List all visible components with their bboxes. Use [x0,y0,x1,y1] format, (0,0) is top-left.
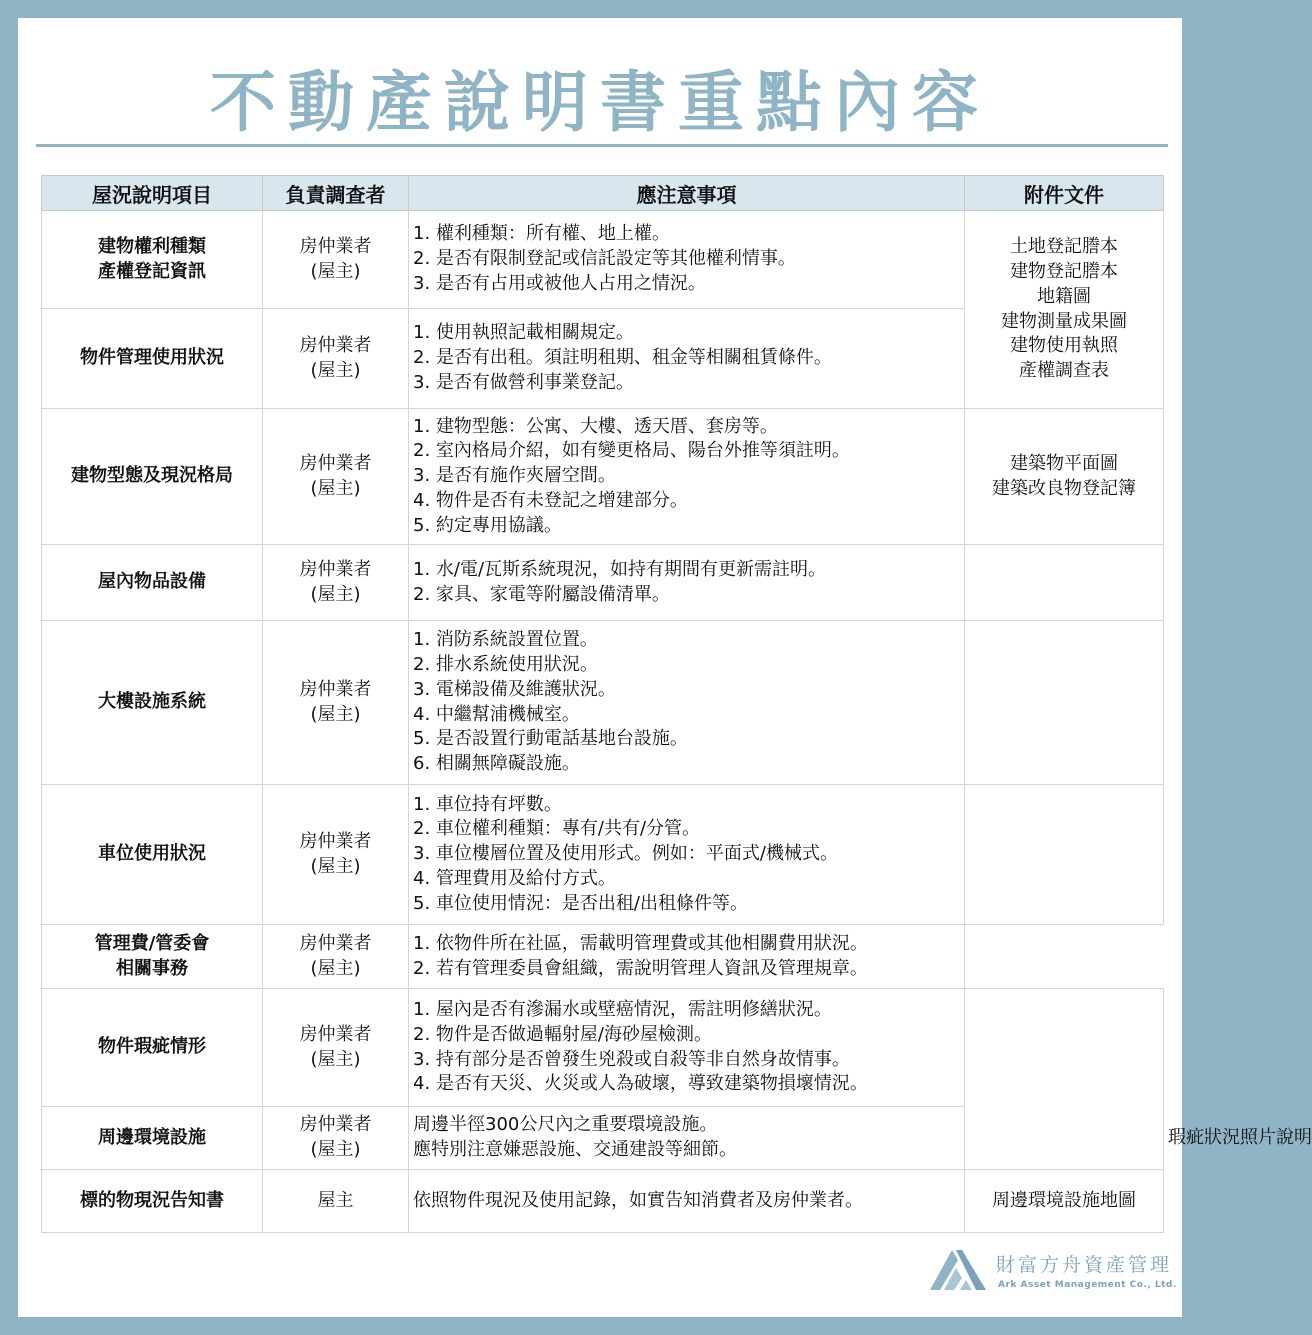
cell-line: 建築改良物登記簿 [992,477,1136,499]
company-logo [926,1244,1186,1304]
table-row [42,925,1164,989]
title-divider [36,144,1168,147]
table-row [42,211,1164,309]
header-notes: 應注意事項 [409,176,965,211]
cell-line: 3. 電梯設備及維護狀況。 [413,678,616,700]
cell-line: 房仲業者 [299,452,372,474]
cell-line: 房仲業者 [299,830,372,852]
cell-line: 應特別注意嫌惡設施、交通建設等細節。 [413,1139,737,1160]
attachments-cell [965,1170,1164,1233]
item-cell [42,1170,263,1233]
cell-line: 相關事務 [116,957,188,979]
cell-line: 周邊環境設施地圖 [992,1189,1136,1211]
notes-cell [409,545,965,621]
cell-line: 5. 約定專用協議。 [413,514,562,536]
item-cell [42,989,263,1107]
cell-line: 1. 車位持有坪數。 [413,793,562,815]
cell-line: (屋主) [310,1139,361,1160]
attachments-cell [965,785,1164,925]
cell-line: 2. 若有管理委員會組織，需說明管理人資訊及管理規章。 [413,957,868,979]
cell-line: 標的物現況告知書 [80,1189,224,1211]
notes-cell [409,409,965,545]
cell-line: 房仲業者 [299,558,372,580]
cell-line: 3. 持有部分是否曾發生兇殺或自殺等非自然身故情事。 [413,1048,850,1070]
cell-line: 1. 依物件所在社區，需載明管理費或其他相關費用狀況。 [413,932,868,954]
cell-line: 2. 物件是否做過輻射屋/海砂屋檢測。 [413,1023,712,1045]
cell-line: 管理費/管委會 [94,932,210,954]
logo-english-name: Ark Asset Management Co., Ltd. [998,1280,1177,1290]
item-cell [42,1107,263,1170]
notes-cell [409,925,965,989]
cell-line: 2. 是否有出租。須註明租期、租金等相關租賃條件。 [413,347,832,369]
cell-line: 物件瑕疵情形 [98,1036,206,1058]
cell-line: 2. 室內格局介紹，如有變更格局、陽台外推等須註明。 [413,440,850,462]
cell-line: (屋主) [310,1048,361,1070]
ark-logo-icon [926,1244,990,1292]
cell-line: (屋主) [310,477,361,499]
cell-line: 1. 使用執照記載相關規定。 [413,322,634,344]
item-cell [42,785,263,925]
notes-cell [409,785,965,925]
cell-line: (屋主) [310,703,361,725]
responsible-cell [263,309,409,409]
cell-line: 房仲業者 [299,678,372,700]
cell-line: 2. 排水系統使用狀況。 [413,654,598,676]
cell-line: 4. 物件是否有未登記之增建部分。 [413,489,688,511]
cell-line: 4. 是否有天災、火災或人為破壞，導致建築物損壞情況。 [413,1073,868,1095]
cell-line: 建物使用執照 [1010,335,1118,357]
cell-line: 1. 屋內是否有滲漏水或壁癌情況，需註明修繕狀況。 [413,999,832,1021]
cell-line: 物件管理使用狀況 [80,347,224,369]
cell-line: 2. 車位權利種類：專有/共有/分管。 [413,818,701,840]
notes-cell [409,621,965,785]
notes-cell [409,211,965,309]
cell-line: 3. 是否有做營利事業登記。 [413,371,634,393]
cell-line: 土地登記謄本 [1010,236,1118,258]
cell-line: 大樓設施系統 [98,691,206,713]
responsible-cell [263,211,409,309]
responsible-cell [263,545,409,621]
responsible-cell [263,409,409,545]
cell-line: 房仲業者 [299,334,372,356]
cell-line: 3. 是否有施作夾層空間。 [413,465,616,487]
cell-line: 車位使用狀況 [98,843,206,865]
cell-line: 5. 是否設置行動電話基地台設施。 [413,728,688,750]
table-row [42,989,1164,1107]
cell-line: 建物登記謄本 [1010,261,1118,283]
cell-line: (屋主) [310,359,361,381]
cell-line: 周邊半徑300公尺內之重要環境設施。 [413,1114,718,1136]
item-cell [42,211,263,309]
notes-cell [409,309,965,409]
header-attachments: 附件文件 [965,176,1164,211]
responsible-cell [263,785,409,925]
item-cell [42,309,263,409]
cell-line: 5. 車位使用情況：是否出租/出租條件等。 [413,892,748,914]
header-responsible: 負責調查者 [263,176,409,211]
responsible-cell [263,1170,409,1233]
cell-line: 屋主 [317,1189,354,1211]
cell-line: 1. 水/電/瓦斯系統現況，如持有期間有更新需註明。 [413,558,827,580]
logo-chinese-name: 財富方舟資產管理 [996,1254,1173,1276]
cell-line: 1. 建物型態：公寓、大樓、透天厝、套房等。 [413,415,778,437]
cell-line: 1. 消防系統設置位置。 [413,629,598,651]
cell-line: 建物型態及現況格局 [71,465,233,487]
cell-line: 房仲業者 [299,235,372,257]
attachments-cell [965,621,1164,785]
cell-line: 地籍圖 [1037,285,1091,307]
cell-line: (屋主) [310,260,361,282]
responsible-cell [263,989,409,1107]
page-title: 不動產說明書重點內容 [210,64,990,141]
cell-line: 屋內物品設備 [98,571,206,593]
cell-line: 6. 相關無障礙設施。 [413,752,580,774]
table-row [42,409,1164,545]
item-cell [42,409,263,545]
notes-cell [409,1170,965,1233]
attachments-cell [965,211,1164,409]
attachments-cell [965,545,1164,621]
cell-line: 建物測量成果圖 [1001,310,1127,332]
cell-line: (屋主) [310,855,361,877]
table-row [42,785,1164,925]
cell-line: 4. 中繼幫浦機械室。 [413,703,580,725]
document-card [18,18,1312,1317]
cell-line: 建物權利種類 [98,235,206,257]
notes-cell [409,989,965,1107]
cell-line: 3. 是否有占用或被他人占用之情況。 [413,272,706,294]
cell-line: (屋主) [310,957,361,979]
inspection-table [41,175,1312,1233]
cell-line: 房仲業者 [299,1114,372,1136]
cell-line: 房仲業者 [299,1023,372,1045]
item-cell [42,621,263,785]
header-item: 屋況說明項目 [42,176,263,211]
item-cell [42,925,263,989]
cell-line: 1. 權利種類：所有權、地上權。 [413,223,670,245]
attachments-cell [965,409,1164,545]
item-cell [42,545,263,621]
cell-line: 2. 是否有限制登記或信託設定等其他權利情事。 [413,248,796,270]
cell-line: 產權調查表 [1019,359,1109,381]
cell-line: 房仲業者 [299,932,372,954]
attachments-cell [965,989,1164,1170]
table-row [42,1170,1164,1233]
cell-line: 依照物件現況及使用記錄，如實告知消費者及房仲業者。 [413,1189,863,1211]
responsible-cell [263,621,409,785]
notes-cell [409,1107,965,1170]
cell-line: 4. 管理費用及給付方式。 [413,867,616,889]
cell-line: 建築物平面圖 [1010,452,1118,474]
responsible-cell [263,1107,409,1170]
cell-line: 周邊環境設施 [98,1126,206,1148]
cell-line: 3. 車位樓層位置及使用形式。例如：平面式/機械式。 [413,843,838,865]
table-row: 周邊環境設施 房仲業者 (屋主) 周邊半徑300公尺內之重要環境設施。 應特別注意嫌惡設施、交通建設等細節。 瑕疵狀況照片說明 [42,1107,1164,1170]
table-header-row [42,176,1164,211]
responsible-cell [263,925,409,989]
cell-line: 2. 家具、家電等附屬設備清單。 [413,583,670,605]
table-row [42,621,1164,785]
cell-line: (屋主) [310,583,361,605]
table-row [42,545,1164,621]
cell-line: 產權登記資訊 [98,260,206,282]
